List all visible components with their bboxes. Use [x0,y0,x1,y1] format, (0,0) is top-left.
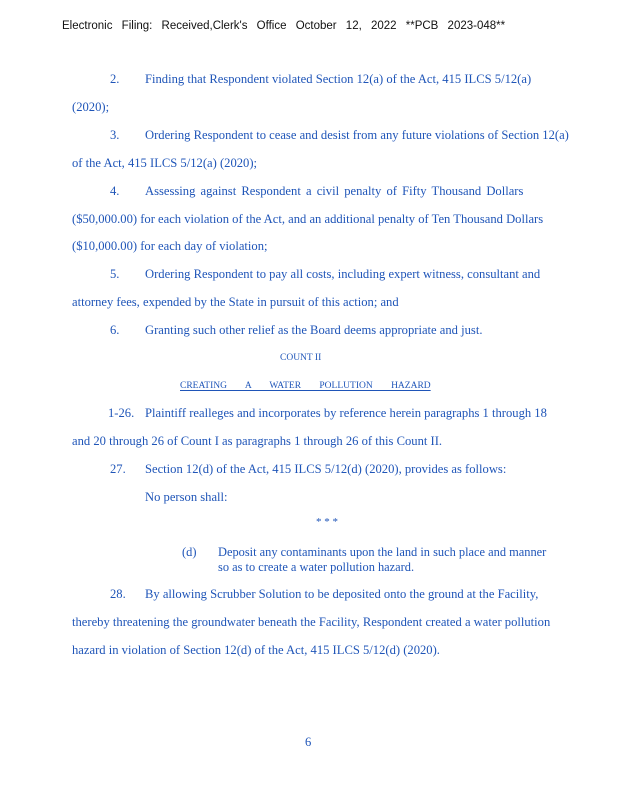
count-title: CREATING A WATER POLLUTION HAZARD [180,381,431,391]
paragraph-line: Section 12(d) of the Act, 415 ILCS 5/12(d) (2020), provides as follows: [145,462,507,476]
paragraph-line: By allowing Scrubber Solution to be deposited onto the ground at the Facility, [145,587,539,601]
paragraph-line: and 20 through 26 of Count I as paragraphs 1 through 26 of this Count II. [72,434,443,448]
item-line: attorney fees, expended by the State in pursuit of this action; and [72,295,399,309]
paragraph-line: No person shall: [145,490,228,504]
item-line: (2020); [72,100,110,114]
item-number: 3. [110,128,120,142]
item-number: 6. [110,323,120,337]
paragraph-line: thereby threatening the groundwater beneath the Facility, Respondent created a water pollution [72,615,551,629]
item-number: 4. [110,184,120,198]
paragraph-number: 27. [110,462,126,476]
item-line: Ordering Respondent to cease and desist from any future violations of Section 12(a) [145,128,569,142]
item-line: of the Act, 415 ILCS 5/12(a) (2020); [72,156,258,170]
paragraph-line: hazard in violation of Section 12(d) of the Act, 415 ILCS 5/12(d) (2020). [72,643,440,657]
item-line: ($10,000.00) for each day of violation; [72,239,268,253]
item-number: 2. [110,72,120,86]
item-number: 5. [110,267,120,281]
item-line: Finding that Respondent violated Section 12(a) of the Act, 415 ILCS 5/12(a) [145,72,532,86]
filing-header: Electronic Filing: Received,Clerk's Office October 12, 2022 **PCB 2023-048** [62,20,506,32]
ellipsis: * * * [316,516,338,528]
paragraph-number: 1-26. [108,406,135,420]
paragraph-number: 28. [110,587,126,601]
sub-item-label: (d) [182,545,197,559]
quoted-text: so as to create a water pollution hazard. [218,560,415,574]
item-line: Ordering Respondent to pay all costs, including expert witness, consultant and [145,267,541,281]
paragraph-line: Plaintiff realleges and incorporates by reference herein paragraphs 1 through 18 [145,406,547,420]
quoted-text: Deposit any contaminants upon the land in such place and manner [218,545,547,559]
item-line: Assessing against Respondent a civil penalty of Fifty Thousand Dollars [145,184,524,198]
item-line: Granting such other relief as the Board deems appropriate and just. [145,323,483,337]
count-label: COUNT II [280,353,322,363]
item-line: ($50,000.00) for each violation of the Act, and an additional penalty of Ten Thousand Dollars [72,212,544,226]
page-number: 6 [305,735,312,749]
